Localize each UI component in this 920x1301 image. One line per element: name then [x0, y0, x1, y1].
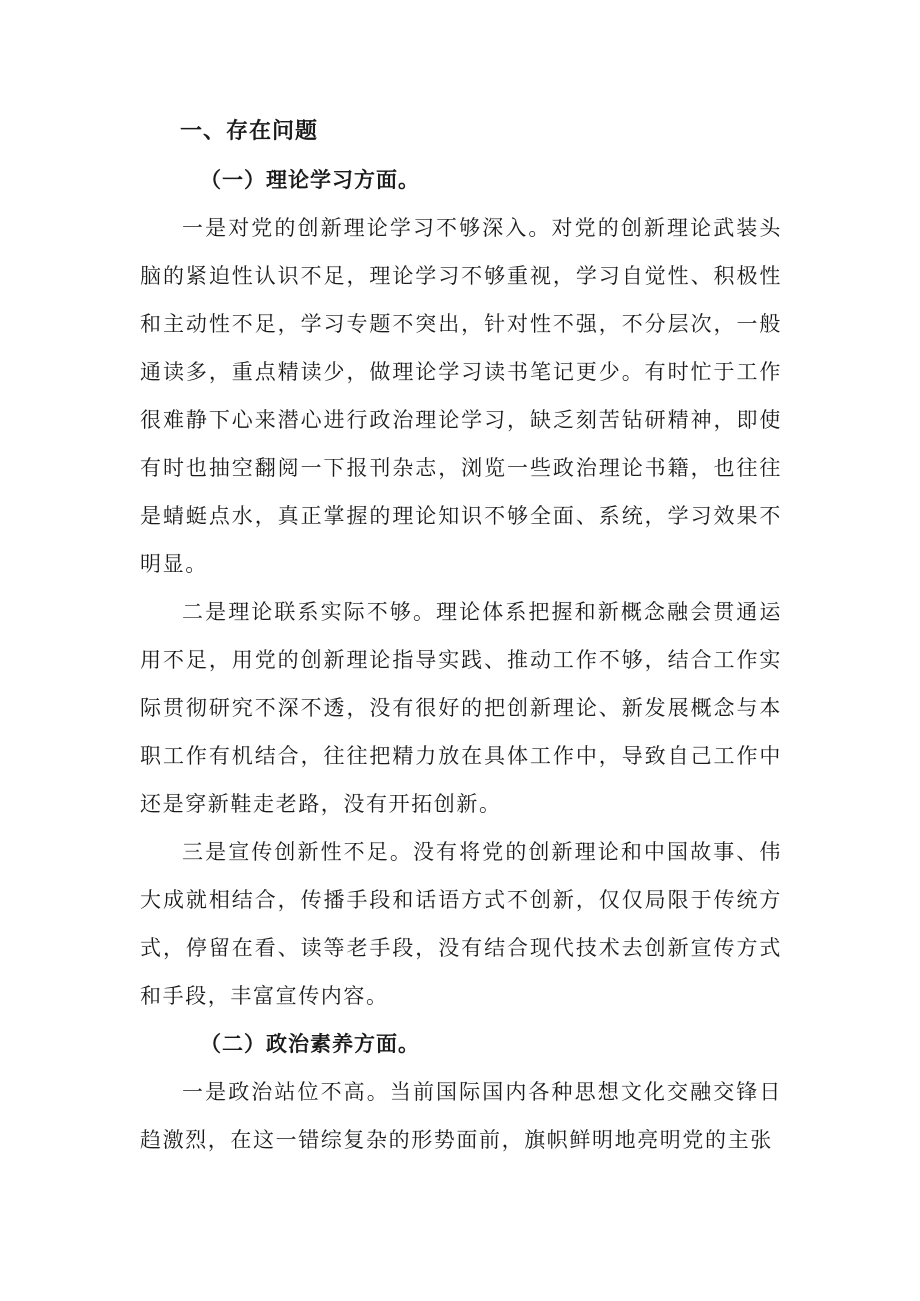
paragraph-theory-study-3: 三是宣传创新性不足。没有将党的创新理论和中国故事、伟大成就相结合，传播手段和话语方式不创新，仅仅局限于传统方式，停留在看、读等老手段，没有结合现代技术去创新宣传方式和手段，丰富宣传内容。	[140, 840, 782, 1008]
section-theory-study-title: （一）理论学习方面。	[200, 168, 420, 192]
document-body	[140, 108, 782, 1164]
paragraph-political-literacy-1: 一是政治站位不高。当前国际国内各种思想文化交融交锋日趋激烈，在这一错综复杂的形势面前，旗帜鲜明地亮明党的主张	[140, 1080, 782, 1152]
paragraph-theory-study-2: 二是理论联系实际不够。理论体系把握和新概念融会贯通运用不足，用党的创新理论指导实践、推动工作不够，结合工作实际贯彻研究不深不透，没有很好的把创新理论、新发展概念与本职工作有机结合，往往把精力放在具体工作中，导致自己工作中还是穿新鞋走老路，没有开拓创新。	[140, 600, 782, 816]
heading-existing-problems: 一、存在问题	[180, 119, 319, 144]
section-political-literacy-title: （二）政治素养方面。	[200, 1032, 420, 1056]
paragraph-theory-study-1: 一是对党的创新理论学习不够深入。对党的创新理论武装头脑的紧迫性认识不足，理论学习不够重视，学习自觉性、积极性和主动性不足，学习专题不突出，针对性不强，不分层次，一般通读多，重点精读少，做理论学习读书笔记更少。有时忙于工作很难静下心来潜心进行政治理论学习，缺乏刻苦钻研精神，即使有时也抽空翻阅一下报刊杂志，浏览一些政治理论书籍，也往往是蜻蜓点水，真正掌握的理论知识不够全面、系统，学习效果不明显。	[140, 216, 782, 576]
